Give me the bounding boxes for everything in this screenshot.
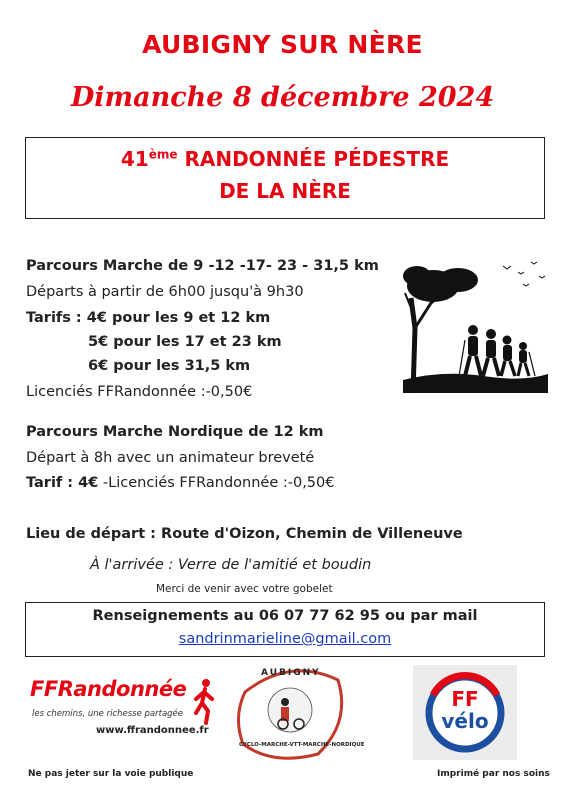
footer-left-note: Ne pas jeter sur la voie publique [28,769,194,779]
marche-heading: Parcours Marche de 9 -12 -17- 23 - 31,5 km [26,258,379,274]
lieu-depart: Lieu de départ : Route d'Oizon, Chemin de Villeneuve [26,526,463,542]
edition-ordinal: ème [148,147,178,162]
hikers-illustration [403,258,548,393]
aubigny-top-text: AUBIGNY [261,668,321,678]
ffrandonnee-slogan: les chemins, une richesse partagée [32,709,184,719]
marche-tarif-line1 [26,310,270,326]
tarifs-label: Tarifs : [26,310,87,326]
contact-phone-line: Renseignements au 06 07 77 62 95 ou par mail [92,608,478,624]
aubigny-bottom-text: CYCLO-MARCHE-VTT-MARCHE-NORDIQUE [239,742,365,748]
footer-right-note: Imprimé par nos soins [437,769,550,779]
event-title-line2: DE LA NÈRE [219,179,351,203]
ffvelo-logo [413,665,517,760]
ffrandonnee-url: www.ffrandonnee.fr [96,725,209,736]
nordique-tarif-label: Tarif : 4€ [26,475,99,491]
event-title-box [25,137,545,219]
nordique-depart: Départ à 8h avec un animateur breveté [26,450,315,466]
tarif-31: 6€ pour les 31,5 km [88,358,251,374]
ffrandonnee-logo [30,677,215,747]
contact-email[interactable]: sandrinmarieline@gmail.com [178,631,392,647]
aubigny-club-logo [233,662,365,762]
arrivee-info: À l'arrivée : Verre de l'amitié et boudin [90,557,372,573]
ffvelo-ff: FF [451,687,479,711]
town-title: AUBIGNY SUR NÈRE [142,30,423,59]
marche-licencies: Licenciés FFRandonnée :-0,50€ [26,384,253,400]
edition-number: 41 [120,147,149,171]
gobelet-note: Merci de venir avec votre gobelet [156,583,333,595]
tarif-17-23: 5€ pour les 17 et 23 km [88,334,282,350]
ffvelo-velo: vélo [441,709,489,733]
nordique-tarif-rest: -Licenciés FFRandonnée :-0,50€ [98,475,335,491]
event-title-line1 [26,147,544,171]
event-title-text: RANDONNÉE PÉDESTRE [177,147,450,171]
tarif-9-12: 4€ pour les 9 et 12 km [86,310,271,326]
marche-departs: Départs à partir de 6h00 jusqu'à 9h30 [26,284,304,300]
event-date: Dimanche 8 décembre 2024 [70,82,495,113]
nordique-heading: Parcours Marche Nordique de 12 km [26,424,324,440]
hiker-icon [190,677,218,725]
ffrandonnee-name: FFRandonnée [30,677,187,701]
nordique-tarif [26,475,334,491]
contact-box [25,602,545,657]
